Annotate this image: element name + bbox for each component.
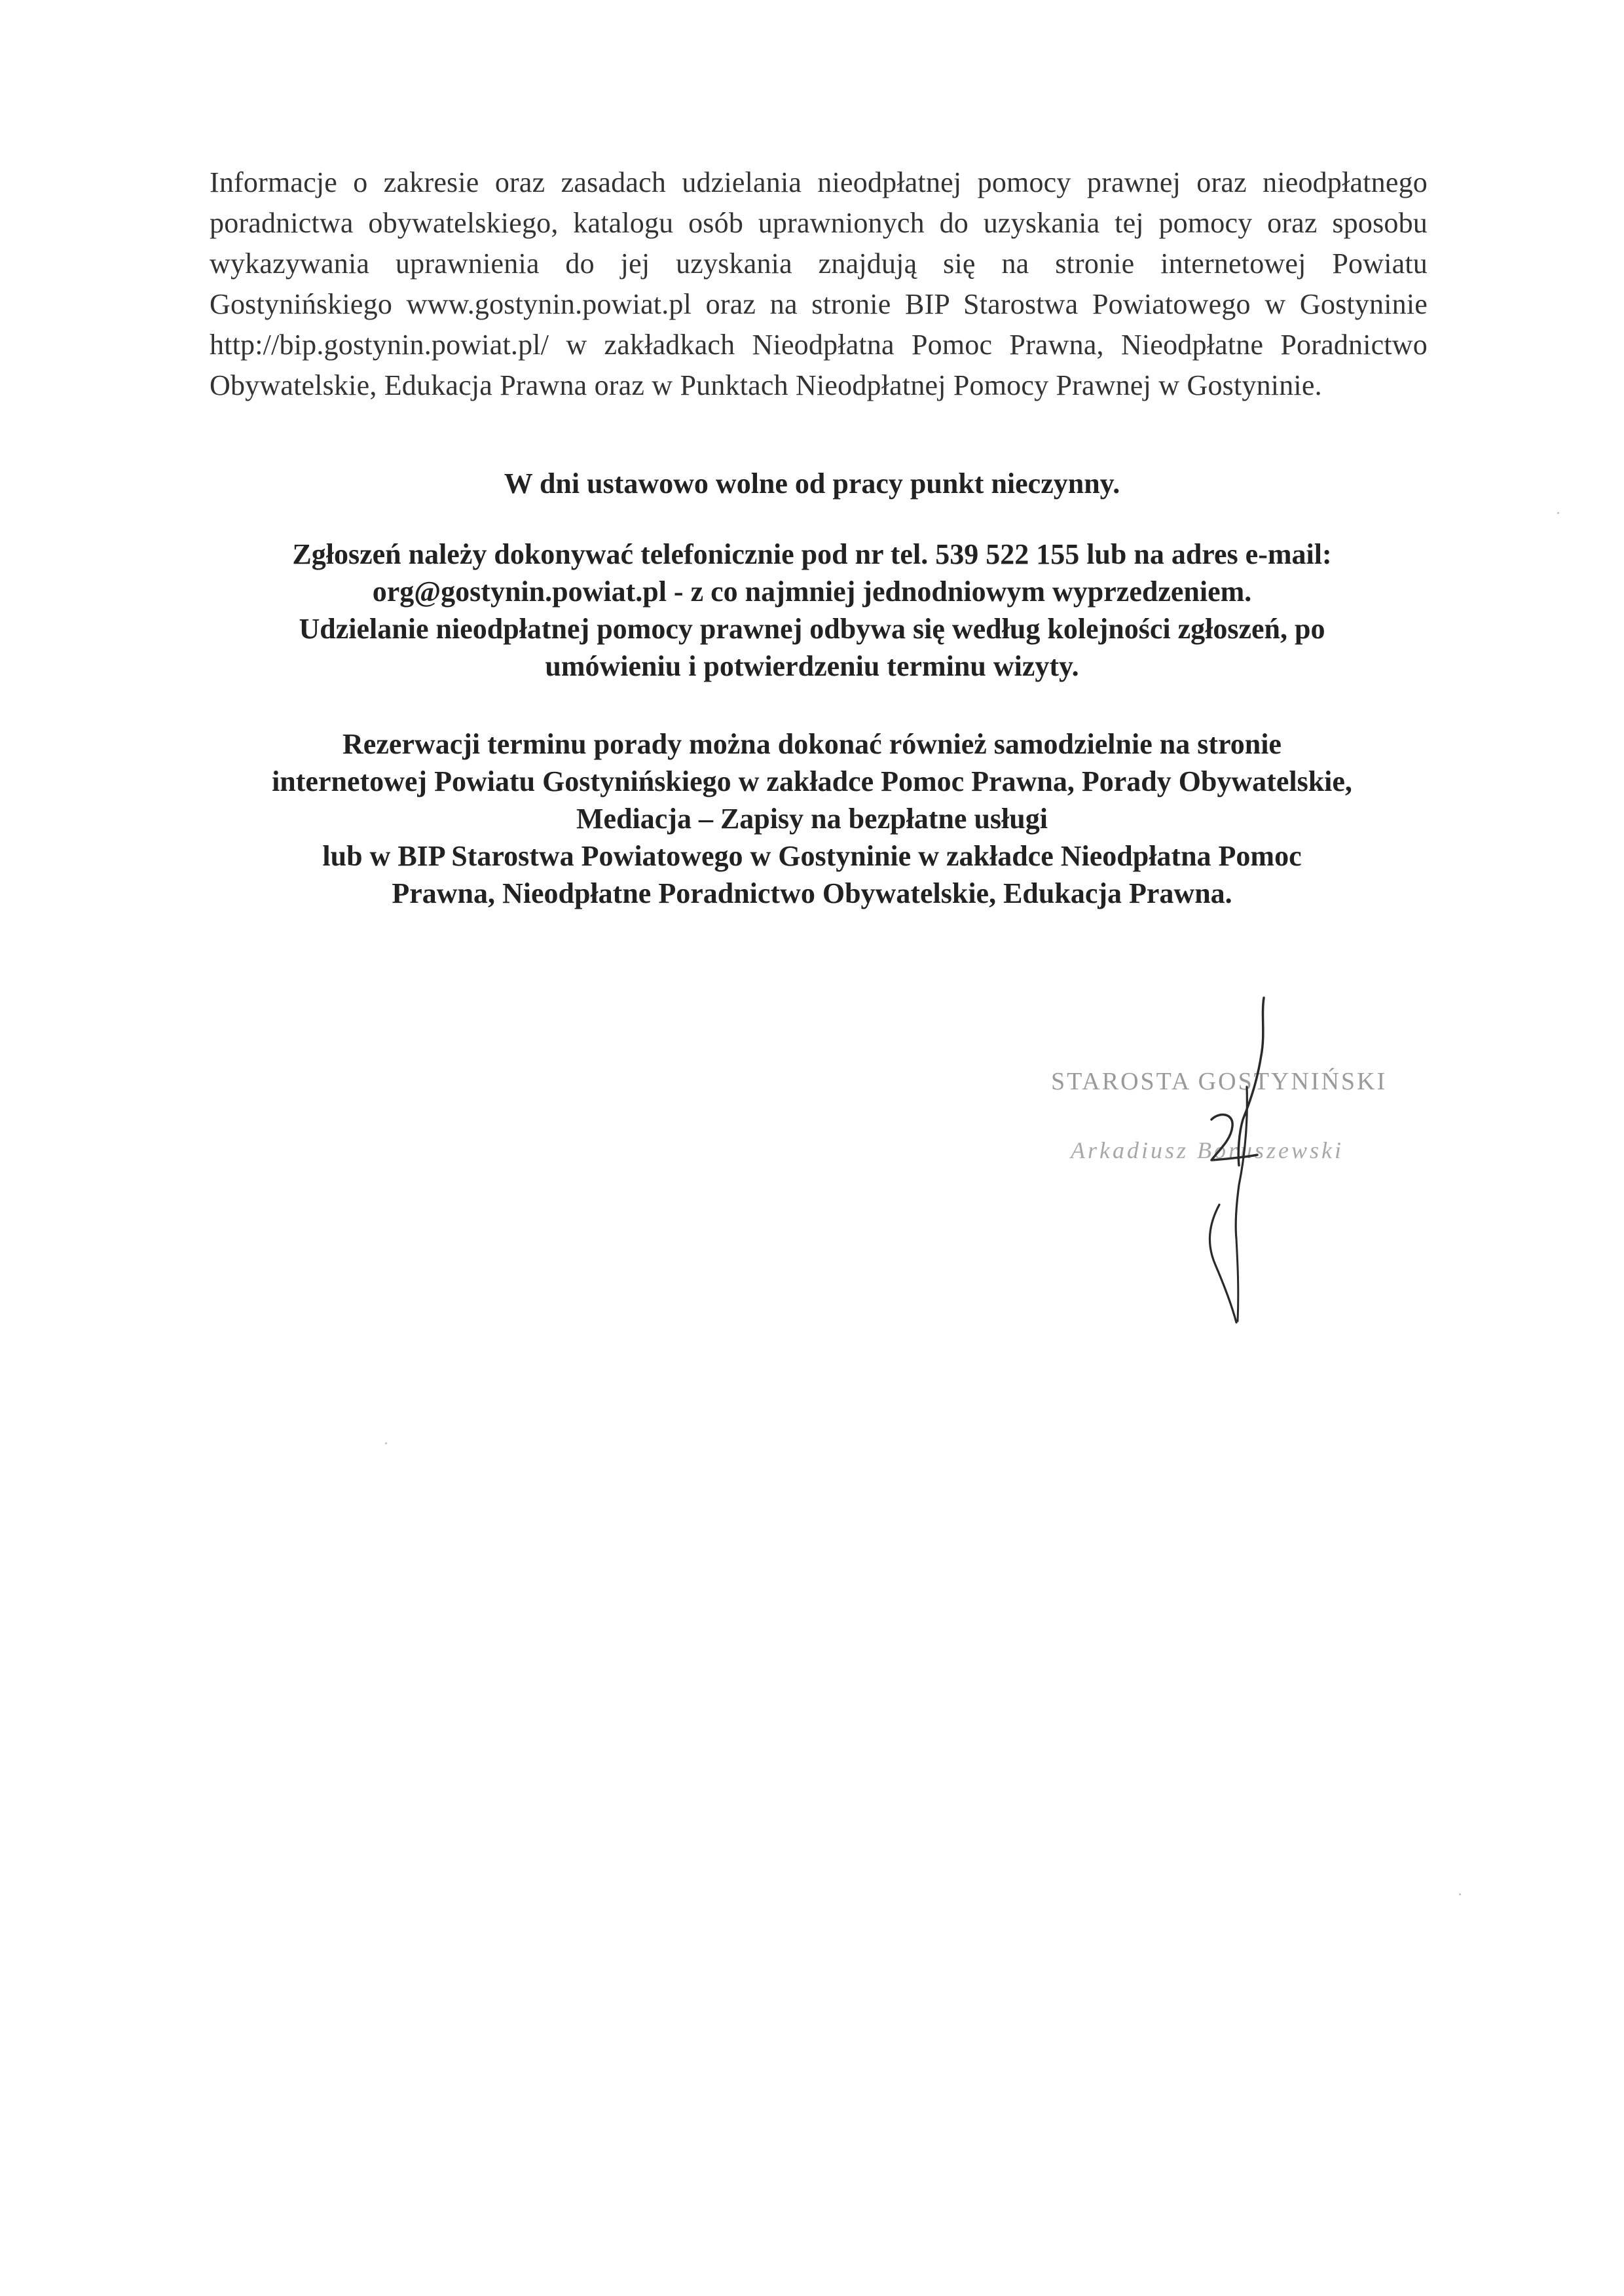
- contact-line: org@gostynin.powiat.pl - z co najmniej jednodniowym wyprzedzeniem.: [372, 575, 1252, 608]
- booking-line: internetowej Powiatu Gostynińskiego w zakładce Pomoc Prawna, Porady Obywatelskie,: [272, 765, 1352, 797]
- contact-notice: [196, 536, 1428, 685]
- contact-line: umówieniu i potwierdzeniu terminu wizyty.: [545, 650, 1079, 682]
- booking-line: Mediacja – Zapisy na bezpłatne usługi: [576, 803, 1048, 835]
- stamp-name: Arkadiusz Boruszewski: [1071, 1137, 1344, 1163]
- booking-line: Prawna, Nieodpłatne Poradnictwo Obywatelskie, Edukacja Prawna.: [392, 877, 1232, 909]
- closed-days-notice: W dni ustawowo wolne od pracy punkt nieczynny.: [504, 467, 1120, 500]
- booking-line: Rezerwacji terminu porady można dokonać również samodzielnie na stronie: [342, 728, 1282, 760]
- scan-speck: [1557, 512, 1559, 514]
- contact-line: Zgłoszeń należy dokonywać telefonicznie pod nr tel. 539 522 155 lub na adres e-mail:: [292, 538, 1332, 570]
- stamp-title: STAROSTA GOSTYNIŃSKI: [1051, 1068, 1388, 1095]
- handwritten-signature: [1166, 995, 1283, 1336]
- contact-line: Udzielanie nieodpłatnej pomocy prawnej odbywa się według kolejności zgłoszeń, po: [299, 613, 1325, 645]
- scan-speck: [1459, 1893, 1461, 1895]
- booking-line: lub w BIP Starostwa Powiatowego w Gostyninie w zakładce Nieodpłatna Pomoc: [322, 840, 1302, 872]
- intro-paragraph: Informacje o zakresie oraz zasadach udzielania nieodpłatnej pomocy prawnej oraz nieodpłatnego poradnictwa obywatelskiego, katalogu osób uprawnionych do uzyskania tej pomocy oraz sposobu wykazywania uprawnienia do jej uzyskania znajdują się na stronie internetowej Powiatu Gostynińskiego www.gostynin.powiat.pl oraz na stronie BIP Starostwa Powiatowego w Gostyninie http://bip.gostynin.powiat.pl/ w zakładkach Nieodpłatna Pomoc Prawna, Nieodpłatne Poradnictwo Obywatelskie, Edukacja Prawna oraz w Punktach Nieodpłatnej Pomocy Prawnej w Gostyninie.: [210, 166, 1428, 401]
- scan-speck: [385, 1442, 387, 1444]
- booking-notice: [196, 725, 1428, 912]
